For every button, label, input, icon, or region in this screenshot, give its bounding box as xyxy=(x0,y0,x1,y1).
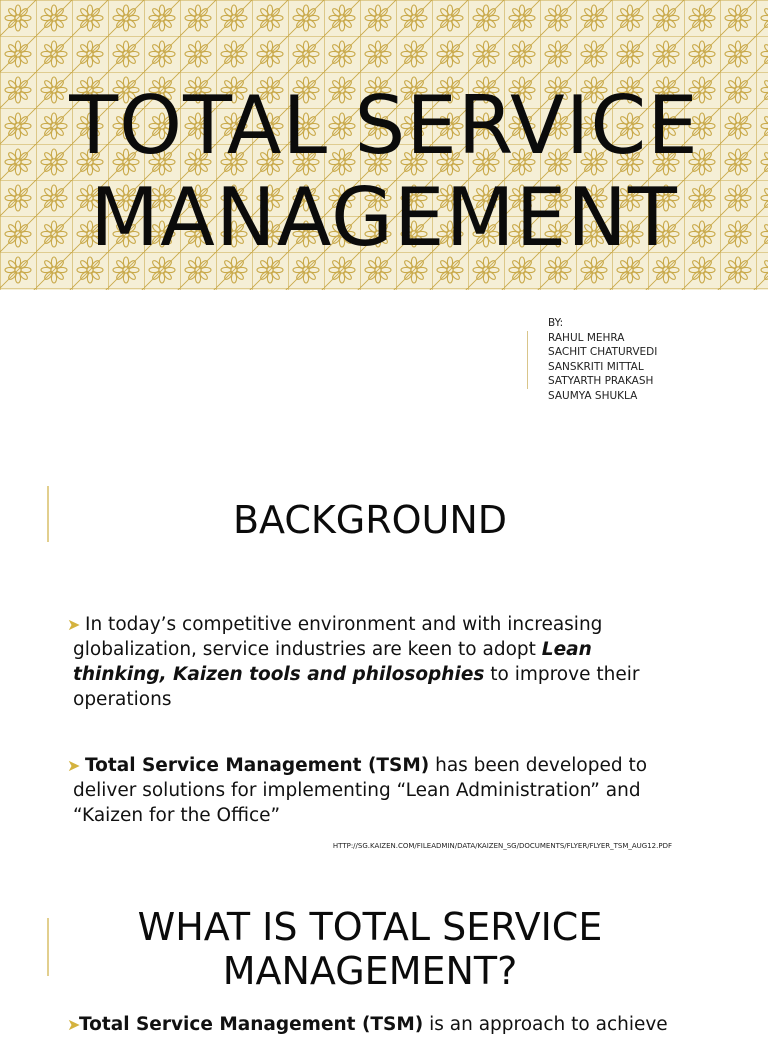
heading-line-1: WHAT IS TOTAL SERVICE xyxy=(137,905,603,949)
title-line-2: MANAGEMENT xyxy=(90,171,678,264)
arrowhead-bullet-icon: ➤ xyxy=(67,615,81,634)
title-line-1: TOTAL SERVICE xyxy=(69,79,699,172)
bullet-text-plain: is an approach to achieve xyxy=(423,1014,668,1035)
author-name: SANSKRITI MITTAL xyxy=(548,360,644,373)
heading-line-2: MANAGEMENT? xyxy=(222,949,518,993)
source-citation-link[interactable]: HTTP://SG.KAIZEN.COM/FILEADMIN/DATA/KAIZEN_SG/DOCUMENTS/FLYER/FLYER_TSM_AUG12.PDF xyxy=(332,842,672,850)
author-byline xyxy=(548,316,657,404)
presentation-title xyxy=(0,80,768,264)
slide-heading-what-is-tsm xyxy=(0,905,740,993)
byline-divider xyxy=(527,331,528,389)
bullet-text-emphasis: Total Service Management (TSM) xyxy=(85,755,430,776)
author-name: RAHUL MEHRA xyxy=(548,331,625,344)
title-banner xyxy=(0,0,768,290)
bullet-text-plain: has been developed to deliver solutions for implementing “Lean Administration” and “Kaizen for the Office” xyxy=(73,755,648,826)
author-name: SATYARTH PRAKASH xyxy=(548,375,654,388)
arrowhead-bullet-icon: ➤ xyxy=(67,1015,81,1034)
bullet-item xyxy=(67,753,683,828)
bullet-text xyxy=(73,753,683,828)
bullet-item xyxy=(67,612,683,712)
author-name: SACHIT CHATURVEDI xyxy=(548,346,658,359)
slide-heading-background: BACKGROUND xyxy=(232,498,508,542)
author-name: SAUMYA SHUKLA xyxy=(548,389,638,402)
bullet-item xyxy=(67,1012,713,1037)
arrowhead-bullet-icon: ➤ xyxy=(67,756,81,775)
bullet-text-emphasis: Lean thinking, Kaizen tools and philosophies xyxy=(73,639,592,685)
bullet-text-emphasis: Total Service Management (TSM) xyxy=(79,1014,424,1035)
bullet-text-plain: to improve their operations xyxy=(73,664,640,710)
bullet-text-plain: In today’s competitive environment and with increasing globalization, service industries are keen to adopt xyxy=(73,614,603,660)
byline-label: BY: xyxy=(548,317,564,329)
bullet-text xyxy=(73,612,683,712)
